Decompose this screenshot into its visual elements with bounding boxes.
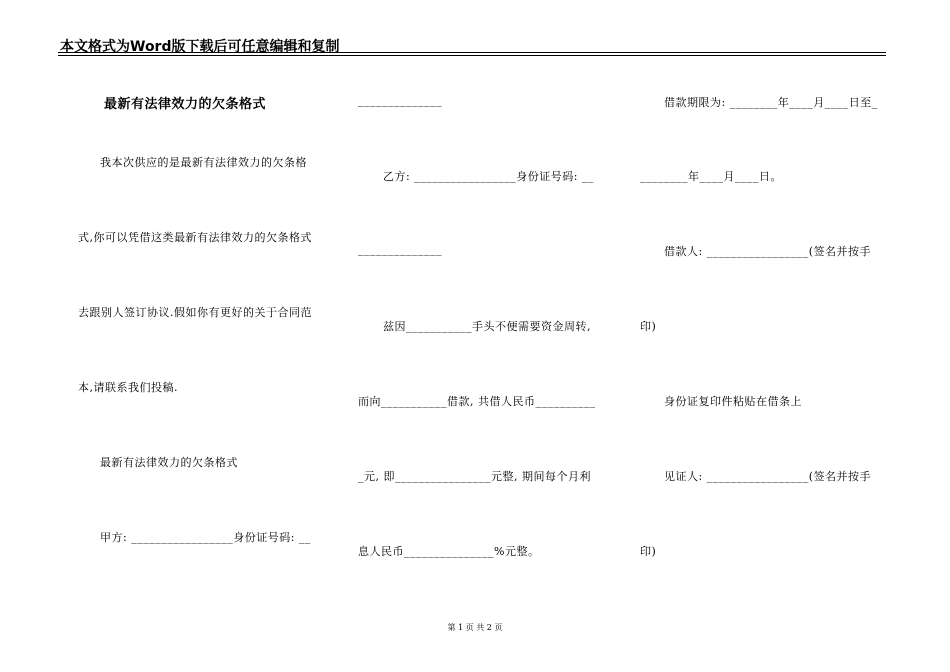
- paragraph-line: 印): [640, 545, 657, 558]
- paragraph-line: 我本次供应的是最新有法律效力的欠条格: [100, 156, 307, 169]
- paragraph-line: 兹因___________手头不便需要资金周转,: [383, 320, 591, 333]
- blank-line: ______________: [358, 243, 442, 256]
- paragraph-line: 息人民币_______________%元整。: [358, 545, 540, 558]
- paragraph-line: 印): [640, 320, 657, 333]
- section-heading: 最新有法律效力的欠条格式: [100, 456, 238, 469]
- paragraph-line: 本,请联系我们投稿.: [78, 381, 178, 394]
- document-title: 最新有法律效力的欠条格式: [104, 97, 267, 112]
- header-rule: [58, 52, 886, 53]
- document-header-title: 本文格式为Word版下载后可任意编辑和复制: [60, 39, 340, 55]
- paragraph-line: 去跟别人签订协议.假如你有更好的关于合同范: [78, 306, 312, 319]
- borrower-line: 借款人: _________________(签名并按手: [664, 245, 871, 258]
- paragraph-line: _元, 即________________元整, 期间每个月利: [358, 470, 591, 483]
- page-number: 第 1 页 共 2 页: [447, 623, 503, 632]
- party-b-line: 乙方: _________________身份证号码: __: [383, 170, 594, 183]
- header-rule-secondary: [58, 55, 886, 56]
- party-a-line: 甲方: _________________身份证号码: __: [100, 531, 311, 544]
- id-copy-note: 身份证复印件粘贴在借条上: [664, 395, 802, 408]
- loan-term-line: 借款期限为: ________年____月____日至_: [664, 96, 878, 109]
- paragraph-line: 而向___________借款, 共借人民币__________: [358, 395, 596, 408]
- witness-line: 见证人: _________________(签名并按手: [664, 470, 871, 483]
- loan-term-end-line: ________年____月____日。: [640, 170, 782, 183]
- blank-line: ______________: [358, 94, 442, 107]
- paragraph-line: 式,你可以凭借这类最新有法律效力的欠条格式: [78, 231, 312, 244]
